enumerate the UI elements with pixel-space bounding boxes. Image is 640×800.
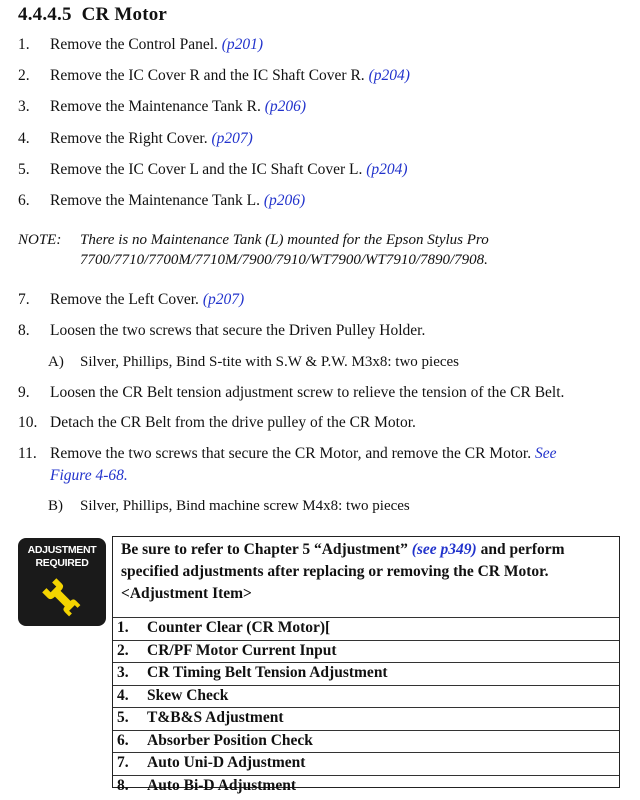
step-text: Loosen the two screws that secure the Driven Pulley Holder. <box>50 322 426 339</box>
step-text: Remove the Maintenance Tank R. (p206) <box>50 98 307 115</box>
section-title: CR Motor <box>81 4 168 25</box>
items-header: <Adjustment Item> <box>121 585 252 602</box>
note-line-1: There is no Maintenance Tank (L) mounted for the Epson Stylus Pro <box>80 232 489 248</box>
adjustment-item: 4. Skew Check <box>117 686 229 704</box>
page-link[interactable]: (p206) <box>264 98 307 115</box>
adjustment-item: 1. Counter Clear (CR Motor)[ <box>117 619 331 636</box>
section-number: 4.4.4.5 <box>18 4 72 25</box>
note-line-2: 7700/7710/7700M/7710M/7900/7910/WT7900/WT7910/7890/7908. <box>80 252 488 268</box>
adjustment-item: 2. CR/PF Motor Current Input <box>117 641 337 659</box>
adjustment-item: 7. Auto Uni-D Adjustment <box>117 754 306 771</box>
adjustment-item: 6. Absorber Position Check <box>117 731 313 749</box>
page-link[interactable]: (p204) <box>368 67 410 84</box>
step-text: Remove the Maintenance Tank L. (p206) <box>50 192 306 209</box>
wrench-icon <box>40 576 84 620</box>
sub-text: Silver, Phillips, Bind S-tite with S.W & P.W. M3x8: two pieces <box>80 354 460 370</box>
step-number: 10. <box>18 414 38 431</box>
icon-label-1: ADJUSTMENT <box>27 544 97 556</box>
step-number: 7. <box>18 291 30 308</box>
step-text: Loosen the CR Belt tension adjustment screw to relieve the tension of the CR Belt. <box>50 384 565 401</box>
page-link[interactable]: (p204) <box>366 161 408 178</box>
step-number: 4. <box>18 130 30 147</box>
figure-link[interactable]: See <box>534 445 557 462</box>
step-number: 1. <box>18 36 30 53</box>
page-link[interactable]: (p207) <box>211 130 253 147</box>
step-number: 6. <box>18 192 30 209</box>
step-text: Remove the IC Cover R and the IC Shaft Cover R. (p204) <box>50 67 410 84</box>
step-text: Remove the Right Cover. (p207) <box>50 130 253 147</box>
page-link[interactable]: (p207) <box>202 291 245 308</box>
step-number: 3. <box>18 98 30 115</box>
adjustment-box <box>112 536 620 794</box>
step-text: Remove the Left Cover. (p207) <box>50 291 245 308</box>
step-number: 5. <box>18 161 30 178</box>
adjustment-item: 3. CR Timing Belt Tension Adjustment <box>117 664 388 681</box>
step-text: Detach the CR Belt from the drive pulley of the CR Motor. <box>50 414 416 431</box>
section-heading <box>18 4 167 26</box>
step-text: Remove the Control Panel. (p201) <box>50 36 264 53</box>
sub-label: A) <box>48 354 64 370</box>
note-label: NOTE: <box>18 232 62 248</box>
step-number: 8. <box>18 322 30 339</box>
sub-text: Silver, Phillips, Bind machine screw M4x8: two pieces <box>80 498 410 514</box>
step-text: Remove the IC Cover L and the IC Shaft Cover L. (p204) <box>50 161 408 178</box>
adjustment-intro: Be sure to refer to Chapter 5 “Adjustment” (see p349) and perform specified adjustments after replacing or removing the CR Motor. <Adjustment Item> <box>121 541 565 602</box>
step-number: 11. <box>18 445 37 462</box>
adjustment-item: 8. Auto Bi-D Adjustment <box>117 776 296 794</box>
sub-label: B) <box>48 498 63 514</box>
page-link[interactable]: (p201) <box>221 36 264 53</box>
figure-link-cont[interactable]: Figure 4-68. <box>50 467 128 484</box>
adjustment-required-icon <box>18 538 106 626</box>
step-number: 9. <box>18 384 30 401</box>
page-link[interactable]: (p206) <box>263 192 306 209</box>
icon-label-2: REQUIRED <box>35 557 89 569</box>
chapter-link[interactable]: (see p349) <box>411 541 477 558</box>
adjustment-item: 5. T&B&S Adjustment <box>117 709 284 726</box>
step-number: 2. <box>18 67 30 84</box>
step-text: Remove the two screws that secure the CR Motor, and remove the CR Motor. See <box>50 445 557 462</box>
